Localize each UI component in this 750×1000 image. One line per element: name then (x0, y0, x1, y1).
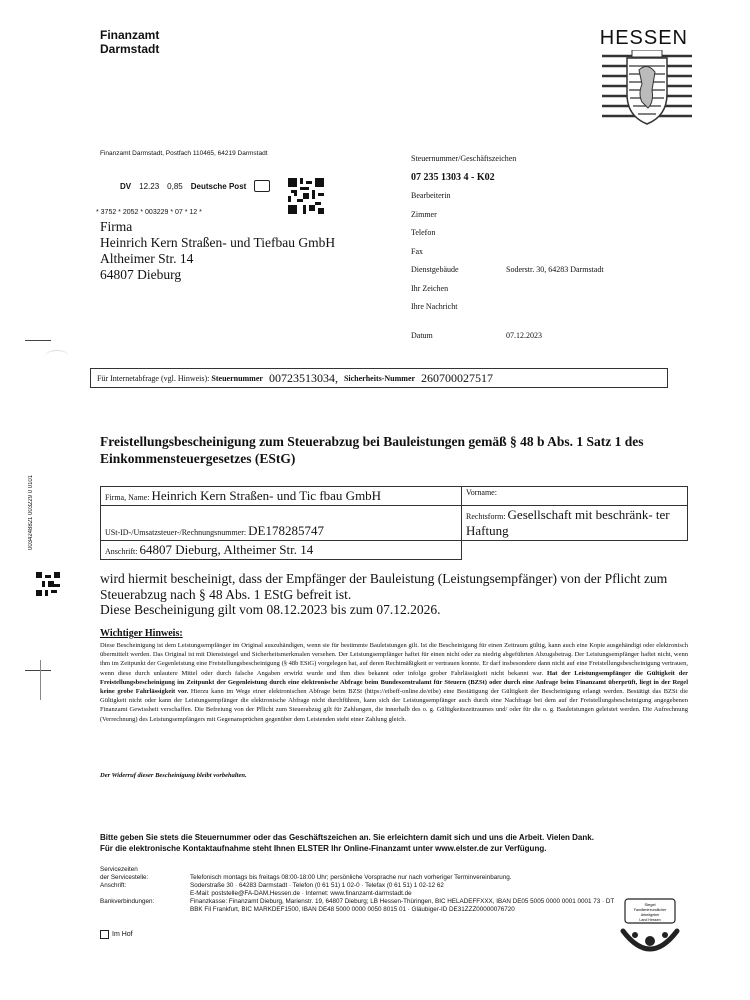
ref-value: 07 235 1303 4 - K02 (411, 171, 495, 183)
side-scan-code: 0034248821 003229 0 0101 (28, 474, 34, 550)
note-bold: Hat der Leistungsempfänger die Gültigkeit der Freistellungsbescheinigung im Zeitpunkt der Gegenleistung durch eine elektronische Abfrage beim Bundeszentralamt für Steuern (BZSt) oder durch eine Anfrage beim Finanzamt überprüft, liegt in der Regel keine grobe Fahrlässigkeit vor. (100, 669, 689, 696)
fax-label: Fax (411, 246, 423, 256)
authority-line1: Finanzamt (100, 28, 160, 42)
state-name: HESSEN (599, 27, 688, 49)
svc-label1: Servicezeiten (100, 866, 138, 873)
postage-imprint (120, 180, 270, 192)
recipient-address (100, 219, 335, 283)
punch-hole-mark (45, 350, 69, 363)
fold-mark (25, 340, 51, 341)
seal-text-2: Familienfreundlicher (633, 908, 667, 912)
barcode-text: * 3752 * 2052 * 003229 * 07 * 12 * (96, 209, 202, 216)
postage-amount: 0,85 (167, 181, 183, 191)
internet-query-box (90, 368, 668, 388)
footer-notice-line1: Bitte geben Sie stets die Steuernummer oder das Geschäftszeichen an. Sie erleichtern damit sich und uns die Arbeit. Vielen Dank. (100, 833, 594, 842)
svc-label2: der Servicestelle: (100, 874, 149, 881)
taxno-label: Steuernummer (211, 373, 263, 383)
statement-validity: Diese Bescheinigung gilt vom 08.12.2023 bis zum 07.12.2026. (100, 602, 441, 617)
bank-value: Finanzkasse: Finanzamt Dieburg, Marienstr. 19, 64807 Dieburg; LB Hessen-Thüringen, BIC HELADEFFXXX, IBAN DE05 5005 0000 0001 0001 73 · DT BBK Fil Frankfurt, BIC MARKDEF1500, IBAN DE48 5000 0000 0050 8015 01 · Gläubiger-ID DE31ZZZ00000076720 (190, 898, 615, 913)
postage-dv: DV (120, 181, 132, 191)
note-text (100, 641, 688, 724)
vat-value: DE178285747 (248, 523, 324, 538)
post-horn-icon (254, 180, 270, 192)
bank-label: Bankverbindungen: (100, 898, 155, 905)
svc-value: Telefonisch montags bis freitags 08:00-18:00 Uhr; persönliche Vorsprache nur nach vorheriger Terminvereinbarung. (190, 874, 512, 881)
first-name-label: Vorname: (466, 488, 497, 497)
footer-notice (100, 832, 720, 854)
address-label: Anschrift: (105, 547, 138, 556)
date-label: Datum (411, 330, 433, 340)
address-value: 64807 Dieburg, Altheimer Str. 14 (139, 542, 314, 557)
taxno-value: 00723513034, (268, 370, 338, 385)
your-msg-label: Ihre Nachricht (411, 302, 458, 311)
wheelchair-icon (100, 930, 109, 939)
recipient-line4: 64807 Dieburg (100, 267, 182, 282)
sender-return-line: Finanzamt Darmstadt, Postfach 110465, 64219 Darmstadt (100, 150, 268, 157)
certificate-statement (100, 571, 700, 618)
statement-line1: wird hiermit bescheinigt, dass der Empfänger der Bauleistung (Leistungsempfänger) von der Pflicht zum Steuerabzug nach § 48 Abs. 1 EStG befreit ist. (100, 571, 668, 602)
revocation-note: Der Widerruf dieser Bescheinigung bleibt vorbehalten. (100, 772, 247, 779)
courtyard-label: Im Hof (112, 931, 133, 938)
coat-of-arms-icon (602, 50, 692, 128)
recipient-line2: Heinrich Kern Straßen- und Tiefbau GmbH (100, 235, 336, 250)
family-friendly-seal-icon (615, 895, 685, 965)
your-ref-label: Ihr Zeichen (411, 283, 449, 293)
firm-value: Heinrich Kern Straßen- und Tic fbau GmbH (151, 488, 382, 503)
note-part2: Hierzu kann im Wege einer elektronischen Abfrage beim BZSt (https://eibeff-online.de/eibe) eine Bestätigung der Gültigkeit der Bescheinigung erlangt werden. Bestätigt das BZSt die Gültigkeit nicht oder kann der Leistungsempfänger die elektronische Abfrage nicht durchführen, kann sich der Leistungsempfänger auch durch eine Nachfrage bei dem auf der Freistellungsbescheinigung angegebenen Finanzamt Gewissheit verschaffen. Die Befreiung von der Pflicht zum Steuerabzug gilt für Zahlungen, die innerhalb des o. g. Gültigkeitszeitraumes und/ oder für die o. g. Bauleistungen geleistet werden. Die Aufrechnung (Verrechnung) des Leistungsempfängers mit Gegenansprüchen gegenüber dem Leistenden steht einer Zahlung gleich. (100, 688, 688, 723)
note-part1: Diese Bescheinigung ist dem Leistungsempfänger im Original auszuhändigen, wenn sie für bestimmte Bauleistungen gilt. Ist die Bescheinigung für einen Zeitraum gültig, kann auch eine Kopie ausgehändigt oder elektronisch übermittelt werden. Das Original ist mit Dienstsiegel und Sicherheitsmerkmalen versehen. Der Leistungsempfänger haftet für einen nicht oder zu niedrig abgeführten Abzugsbetrag. Der Leistungsempfänger haftet nicht, wenn ihm im Zeitpunkt der Gegenleistung eine Freistellungsbescheinigung (§ 48b EStG) vorgelegen hat, auf deren Rechtmäßigkeit er vertrauen konnte. Er darf insbesondere dann nicht auf eine Freistellungsbescheinigung vertrauen, wenn diese durch unlautere Mittel oder durch falsche Angaben erwirkt wurde und ihm dies bekannt oder infolge grober Fahrlässigkeit nicht bekannt war. (100, 642, 688, 677)
postage-qr-icon (288, 178, 324, 214)
clerk-label: Bearbeiterin (411, 191, 451, 200)
secno-label: Sicherheits-Nummer (343, 373, 416, 383)
vat-label: USt-ID-/Umsatzsteuer-/Rechnungsnummer: (105, 528, 247, 537)
addr-value2: E-Mail: poststelle@FA-DAM.Hessen.de · Internet: www.finanzamt-darmstadt.de (190, 890, 412, 897)
fold-mark (25, 670, 51, 671)
seal-text: Siegel (644, 902, 656, 907)
legal-form-value: Gesellschaft mit beschränk- ter Haftung (466, 507, 670, 538)
ref-label: Steuernummer/Geschäftszeichen (411, 154, 517, 163)
postage-dv-value: 12.23 (139, 181, 160, 191)
legal-form-label: Rechtsform: (466, 512, 506, 521)
addr-value1: Soderstraße 30 · 64283 Darmstadt · Telefon (0 61 51) 1 02-0 · Telefax (0 61 51) 1 02-12 62 (190, 882, 444, 889)
room-label: Zimmer (411, 209, 437, 219)
addr-label: Anschrift: (100, 882, 127, 889)
secno-value: 260700027517 (421, 370, 494, 385)
building-label: Dienstgebäude (411, 265, 459, 274)
document-title: Freistellungsbescheinigung zum Steuerabzug bei Bauleistungen gemäß § 48 b Abs. 1 Satz 1 des Einkommensteuergesetzes (EStG) (100, 434, 644, 466)
firm-label: Firma, Name: (105, 493, 150, 502)
postage-carrier: Deutsche Post (190, 181, 247, 191)
building-value: Soderstr. 30, 64283 Darmstadt (506, 265, 604, 274)
note-heading: Wichtiger Hinweis: (100, 628, 183, 639)
query-intro: Für Internetabfrage (vgl. Hinweis): (97, 373, 210, 383)
phone-label: Telefon (411, 228, 436, 237)
authority-line2: Darmstadt (100, 42, 160, 56)
date-value: 07.12.2023 (506, 330, 542, 340)
fold-mark-vertical (40, 660, 41, 700)
recipient-line1: Firma (100, 219, 133, 234)
authority-name (100, 28, 159, 56)
service-info (100, 866, 620, 914)
seal-text-3: Arbeitgeber (640, 913, 660, 917)
courtyard-note (100, 930, 133, 939)
side-qr-icon (36, 572, 60, 596)
info-block (411, 150, 711, 345)
company-data-table (100, 486, 688, 560)
recipient-line3: Altheimer Str. 14 (100, 251, 194, 266)
footer-notice-line2: Für die elektronische Kontaktaufnahme steht Ihnen ELSTER Ihr Online-Finanzamt unter www.elster.de zur Verfügung. (100, 844, 547, 853)
seal-text-4: Land Hessen (639, 918, 661, 922)
